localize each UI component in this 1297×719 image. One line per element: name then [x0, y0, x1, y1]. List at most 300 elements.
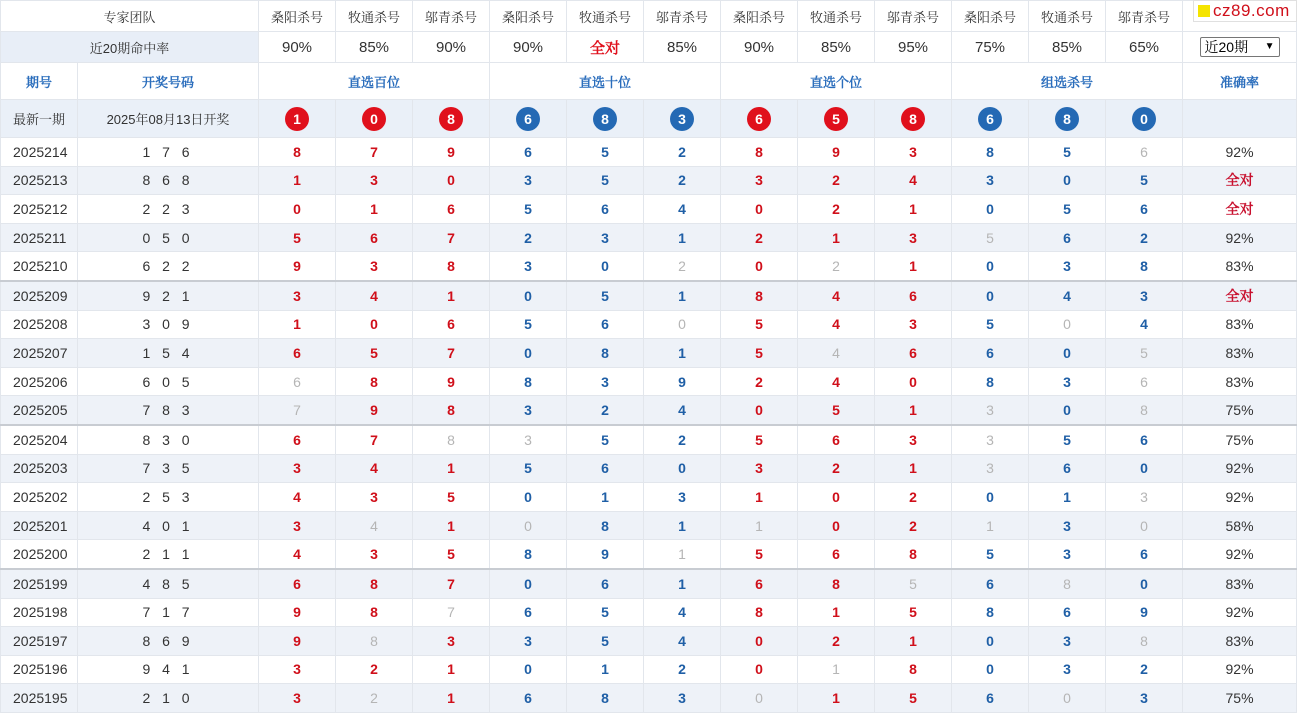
accuracy-rate: 83%: [1183, 339, 1297, 368]
issue-number: 2025198: [1, 598, 78, 627]
accuracy-rate: 83%: [1183, 627, 1297, 656]
kill-number: 0: [336, 310, 413, 339]
kill-number: 3: [490, 166, 567, 195]
kill-number: 1: [875, 454, 952, 483]
kill-number: 5: [567, 598, 644, 627]
kill-number: 1: [875, 396, 952, 425]
kill-number: 2: [798, 454, 875, 483]
hundreds-column-header: 直选百位: [259, 63, 490, 100]
kill-number: 5: [875, 684, 952, 713]
kill-number: 0: [1106, 569, 1183, 598]
kill-number: 5: [413, 483, 490, 512]
column-header-row: [1, 63, 1297, 100]
kill-number: 6: [567, 569, 644, 598]
latest-kill-cell: [567, 100, 644, 138]
kill-number: 6: [721, 569, 798, 598]
hit-rate-value: 全对: [590, 39, 621, 57]
expert-hit-rate: [1029, 32, 1106, 63]
kill-number: 3: [875, 310, 952, 339]
kill-number: 7: [336, 425, 413, 454]
kill-number: 6: [259, 425, 336, 454]
table-row: [1, 684, 1297, 713]
accuracy-rate: 92%: [1183, 540, 1297, 569]
expert-name: 牧通杀号: [798, 1, 875, 32]
kill-number: 0: [1029, 684, 1106, 713]
latest-draw-date: 2025年08月13日开奖: [78, 100, 259, 138]
draw-numbers: 2 2 3: [78, 195, 259, 224]
accuracy-rate: 83%: [1183, 569, 1297, 598]
kill-number: 2: [1106, 655, 1183, 684]
issue-number: 2025209: [1, 281, 78, 310]
kill-number: 0: [644, 310, 721, 339]
table-row: [1, 627, 1297, 656]
accuracy-rate: 全对: [1183, 166, 1297, 195]
table-row: [1, 598, 1297, 627]
kill-number: 3: [567, 223, 644, 252]
latest-kill-cell: [490, 100, 567, 138]
expert-name: 牧通杀号: [1029, 1, 1106, 32]
hit-rate-value: 90%: [436, 38, 467, 56]
kill-number: 3: [1106, 281, 1183, 310]
expert-name: 邬青杀号: [644, 1, 721, 32]
kill-number: 3: [952, 166, 1029, 195]
kill-number: 1: [798, 684, 875, 713]
kill-number: 6: [567, 310, 644, 339]
kill-number: 4: [336, 281, 413, 310]
kill-number: 6: [413, 310, 490, 339]
kill-number: 2: [875, 511, 952, 540]
issue-number: 2025214: [1, 138, 78, 167]
latest-kill-cell: [413, 100, 490, 138]
kill-number: 0: [952, 627, 1029, 656]
kill-number: 1: [336, 195, 413, 224]
issue-number: 2025212: [1, 195, 78, 224]
kill-number: 3: [1029, 252, 1106, 281]
kill-number: 1: [644, 540, 721, 569]
kill-number: 1: [875, 195, 952, 224]
accuracy-rate: 全对: [1183, 281, 1297, 310]
kill-number: 6: [490, 598, 567, 627]
kill-number: 1: [644, 223, 721, 252]
group-kill-column-header: 组选杀号: [952, 63, 1183, 100]
kill-number: 8: [259, 138, 336, 167]
kill-number: 8: [490, 367, 567, 396]
issue-number: 2025211: [1, 223, 78, 252]
issue-number: 2025202: [1, 483, 78, 512]
kill-number: 3: [721, 454, 798, 483]
kill-number: 3: [336, 483, 413, 512]
period-select[interactable]: [1200, 37, 1280, 57]
kill-number: 5: [721, 339, 798, 368]
latest-label: 最新一期: [1, 100, 78, 138]
kill-number: 8: [413, 252, 490, 281]
kill-number: 5: [1106, 339, 1183, 368]
kill-number: 8: [1029, 569, 1106, 598]
kill-number: 3: [259, 511, 336, 540]
kill-number: 6: [952, 684, 1029, 713]
expert-names-row: [1, 1, 1297, 32]
accuracy-rate: 83%: [1183, 367, 1297, 396]
expert-name: 牧通杀号: [567, 1, 644, 32]
issue-number: 2025204: [1, 425, 78, 454]
draw-numbers: 9 4 1: [78, 655, 259, 684]
kill-number: 1: [875, 252, 952, 281]
kill-number: 8: [336, 569, 413, 598]
kill-number: 6: [1029, 223, 1106, 252]
kill-number: 2: [644, 425, 721, 454]
issue-number: 2025208: [1, 310, 78, 339]
issue-number: 2025199: [1, 569, 78, 598]
kill-number: 8: [567, 511, 644, 540]
draw-numbers: 1 5 4: [78, 339, 259, 368]
accuracy-rate: 92%: [1183, 483, 1297, 512]
kill-number: 4: [798, 367, 875, 396]
issue-number: 2025201: [1, 511, 78, 540]
kill-number: 8: [1106, 396, 1183, 425]
kill-number: 6: [798, 425, 875, 454]
hit-rate-value: 90%: [744, 38, 775, 56]
kill-number: 5: [567, 425, 644, 454]
kill-number-ball: 0: [362, 107, 386, 131]
expert-name: 桑阳杀号: [721, 1, 798, 32]
kill-number: 5: [490, 454, 567, 483]
kill-number: 0: [413, 166, 490, 195]
issue-number: 2025206: [1, 367, 78, 396]
kill-number: 5: [413, 540, 490, 569]
kill-number: 0: [952, 655, 1029, 684]
kill-number: 8: [490, 540, 567, 569]
accuracy-rate: 92%: [1183, 655, 1297, 684]
draw-numbers: 2 1 1: [78, 540, 259, 569]
kill-number: 8: [413, 425, 490, 454]
draw-numbers: 7 1 7: [78, 598, 259, 627]
draw-numbers: 1 7 6: [78, 138, 259, 167]
table-row: [1, 138, 1297, 167]
kill-number: 4: [798, 339, 875, 368]
kill-number-ball: 8: [593, 107, 617, 131]
kill-number: 6: [1106, 138, 1183, 167]
kill-number-ball: 8: [439, 107, 463, 131]
accuracy-rate: 92%: [1183, 223, 1297, 252]
kill-number: 3: [1029, 655, 1106, 684]
kill-number: 3: [1029, 627, 1106, 656]
kill-number: 6: [259, 339, 336, 368]
kill-number: 0: [875, 367, 952, 396]
kill-number: 0: [490, 281, 567, 310]
kill-number: 3: [259, 281, 336, 310]
kill-number: 6: [259, 569, 336, 598]
kill-number: 8: [1106, 252, 1183, 281]
table-row: [1, 425, 1297, 454]
accuracy-rate: 83%: [1183, 310, 1297, 339]
issue-number: 2025205: [1, 396, 78, 425]
table-row: [1, 511, 1297, 540]
kill-number: 0: [721, 396, 798, 425]
issue-number: 2025207: [1, 339, 78, 368]
kill-number: 9: [567, 540, 644, 569]
kill-number: 2: [1106, 223, 1183, 252]
kill-number: 0: [490, 483, 567, 512]
kill-number: 8: [952, 367, 1029, 396]
draw-numbers: 7 3 5: [78, 454, 259, 483]
kill-number: 2: [798, 252, 875, 281]
kill-number: 5: [1029, 425, 1106, 454]
kill-number: 5: [1029, 195, 1106, 224]
table-row: [1, 454, 1297, 483]
kill-number: 0: [259, 195, 336, 224]
kill-number: 5: [721, 310, 798, 339]
kill-number: 8: [567, 684, 644, 713]
kill-number: 3: [490, 396, 567, 425]
expert-hit-rate: [721, 32, 798, 63]
kill-number: 6: [1106, 425, 1183, 454]
issue-number: 2025210: [1, 252, 78, 281]
kill-number: 8: [567, 339, 644, 368]
kill-number-ball: 8: [901, 107, 925, 131]
accuracy-rate: 75%: [1183, 396, 1297, 425]
issue-column-header: 期号: [1, 63, 78, 100]
kill-number: 5: [721, 540, 798, 569]
kill-number: 8: [336, 627, 413, 656]
issue-number: 2025213: [1, 166, 78, 195]
kill-number: 1: [259, 310, 336, 339]
kill-number: 0: [490, 511, 567, 540]
kill-number: 1: [952, 511, 1029, 540]
kill-number: 4: [259, 483, 336, 512]
kill-number: 6: [567, 454, 644, 483]
kill-number: 1: [798, 655, 875, 684]
kill-number: 4: [644, 396, 721, 425]
team-label: 专家团队: [1, 1, 259, 32]
kill-number: 0: [721, 252, 798, 281]
kill-number: 0: [952, 195, 1029, 224]
site-logo[interactable]: [1193, 0, 1297, 22]
kill-number: 5: [721, 425, 798, 454]
table-row: [1, 540, 1297, 569]
kill-number: 1: [413, 684, 490, 713]
kill-number: 4: [644, 195, 721, 224]
kill-number: 2: [644, 166, 721, 195]
hit-rate-value: 95%: [898, 38, 929, 56]
kill-number-ball: 3: [670, 107, 694, 131]
draw-numbers: 7 8 3: [78, 396, 259, 425]
kill-number: 3: [336, 540, 413, 569]
kill-number: 5: [490, 195, 567, 224]
draw-numbers: 4 0 1: [78, 511, 259, 540]
draw-column-header: 开奖号码: [78, 63, 259, 100]
latest-accuracy-cell: [1183, 100, 1297, 138]
kill-number: 0: [952, 483, 1029, 512]
table-row: [1, 339, 1297, 368]
table-row: [1, 655, 1297, 684]
kill-number: 4: [336, 454, 413, 483]
expert-hit-rate: [567, 32, 644, 63]
expert-hit-rate: [952, 32, 1029, 63]
kill-number: 8: [952, 138, 1029, 167]
latest-kill-cell: [798, 100, 875, 138]
kill-number: 1: [413, 454, 490, 483]
expert-hit-rate: [259, 32, 336, 63]
expert-name: 桑阳杀号: [259, 1, 336, 32]
table-row: [1, 252, 1297, 281]
latest-kill-cell: [1029, 100, 1106, 138]
accuracy-column-header: 准确率: [1183, 63, 1297, 100]
kill-number: 8: [721, 598, 798, 627]
kill-number-ball: 0: [1132, 107, 1156, 131]
kill-number: 0: [721, 195, 798, 224]
kill-number: 1: [644, 339, 721, 368]
kill-number: 0: [490, 339, 567, 368]
kill-number: 1: [644, 511, 721, 540]
table-row: [1, 569, 1297, 598]
kill-number: 6: [259, 367, 336, 396]
kill-number: 3: [413, 627, 490, 656]
accuracy-rate: 58%: [1183, 511, 1297, 540]
hit-rate-value: 85%: [359, 38, 390, 56]
draw-numbers: 2 5 3: [78, 483, 259, 512]
kill-number: 6: [875, 339, 952, 368]
expert-hit-rate: [1106, 32, 1183, 63]
kill-number: 8: [413, 396, 490, 425]
latest-kill-cell: [1106, 100, 1183, 138]
kill-number: 6: [952, 339, 1029, 368]
kill-number: 3: [721, 166, 798, 195]
kill-number-ball: 6: [516, 107, 540, 131]
table-row: [1, 223, 1297, 252]
kill-number: 0: [490, 569, 567, 598]
kill-number: 2: [798, 627, 875, 656]
hit-rate-label: 近20期命中率: [1, 32, 259, 63]
kill-number: 5: [567, 166, 644, 195]
kill-number: 6: [567, 195, 644, 224]
kill-number: 2: [875, 483, 952, 512]
accuracy-rate: 92%: [1183, 454, 1297, 483]
expert-hit-rate: [490, 32, 567, 63]
hit-rate-value: 90%: [513, 38, 544, 56]
expert-name: 桑阳杀号: [952, 1, 1029, 32]
kill-number: 4: [336, 511, 413, 540]
kill-number: 0: [567, 252, 644, 281]
table-row: [1, 396, 1297, 425]
accuracy-rate: 全对: [1183, 195, 1297, 224]
kill-number: 2: [798, 166, 875, 195]
kill-number: 8: [875, 540, 952, 569]
chevron-down-icon: ▼: [1264, 41, 1275, 52]
tens-column-header: 直选十位: [490, 63, 721, 100]
expert-name: 邬青杀号: [413, 1, 490, 32]
kill-number: 1: [644, 569, 721, 598]
kill-number: 6: [490, 138, 567, 167]
hit-rate-value: 90%: [282, 38, 313, 56]
kill-number: 0: [1029, 339, 1106, 368]
draw-numbers: 9 2 1: [78, 281, 259, 310]
kill-number: 8: [721, 281, 798, 310]
table-row: [1, 281, 1297, 310]
kill-number: 6: [1106, 540, 1183, 569]
kill-number: 7: [336, 138, 413, 167]
issue-number: 2025195: [1, 684, 78, 713]
draw-numbers: 4 8 5: [78, 569, 259, 598]
kill-number: 0: [1106, 454, 1183, 483]
table-row: [1, 367, 1297, 396]
kill-number: 0: [721, 627, 798, 656]
expert-hit-rate: [798, 32, 875, 63]
kill-number: 2: [721, 367, 798, 396]
table-row: [1, 166, 1297, 195]
kill-number: 0: [952, 252, 1029, 281]
hit-rate-value: 85%: [667, 38, 698, 56]
kill-number: 3: [259, 655, 336, 684]
kill-number: 3: [952, 454, 1029, 483]
hit-rate-row: [1, 32, 1297, 63]
kill-number: 3: [1106, 483, 1183, 512]
issue-number: 2025197: [1, 627, 78, 656]
kill-number: 5: [336, 339, 413, 368]
kill-number: 5: [875, 569, 952, 598]
kill-number: 2: [567, 396, 644, 425]
kill-number: 3: [1106, 684, 1183, 713]
kill-number: 1: [798, 223, 875, 252]
kill-number: 9: [1106, 598, 1183, 627]
expert-hit-rate: [413, 32, 490, 63]
kill-number: 2: [644, 252, 721, 281]
kill-number: 3: [567, 367, 644, 396]
kill-number: 5: [490, 310, 567, 339]
kill-number: 2: [644, 138, 721, 167]
kill-number: 6: [1029, 598, 1106, 627]
units-column-header: 直选个位: [721, 63, 952, 100]
draw-numbers: 2 1 0: [78, 684, 259, 713]
kill-number: 1: [721, 483, 798, 512]
kill-number: 2: [798, 195, 875, 224]
expert-hit-rate: [875, 32, 952, 63]
latest-kill-cell: [259, 100, 336, 138]
logo-square-icon: [1198, 5, 1210, 17]
kill-number: 8: [1106, 627, 1183, 656]
draw-numbers: 8 6 9: [78, 627, 259, 656]
kill-number: 0: [1106, 511, 1183, 540]
kill-number: 7: [413, 339, 490, 368]
expert-hit-rate: [644, 32, 721, 63]
kill-number: 7: [413, 569, 490, 598]
expert-hit-rate: [336, 32, 413, 63]
kill-number: 6: [413, 195, 490, 224]
kill-number: 0: [798, 483, 875, 512]
expert-name: 牧通杀号: [336, 1, 413, 32]
kill-number: 6: [952, 569, 1029, 598]
kill-number: 3: [1029, 511, 1106, 540]
kill-number: 9: [413, 138, 490, 167]
kill-number: 3: [644, 483, 721, 512]
kill-number: 3: [259, 454, 336, 483]
accuracy-rate: 92%: [1183, 598, 1297, 627]
kill-number: 9: [259, 598, 336, 627]
kill-number: 8: [721, 138, 798, 167]
hit-rate-value: 65%: [1129, 38, 1160, 56]
kill-number: 4: [259, 540, 336, 569]
kill-number: 3: [336, 252, 413, 281]
hit-rate-value: 85%: [821, 38, 852, 56]
period-select-cell: [1183, 32, 1297, 63]
draw-numbers: 6 0 5: [78, 367, 259, 396]
kill-number: 3: [1029, 367, 1106, 396]
kill-number: 3: [1029, 540, 1106, 569]
kill-number: 5: [798, 396, 875, 425]
expert-name: 邬青杀号: [875, 1, 952, 32]
kill-number: 6: [490, 684, 567, 713]
accuracy-rate: 75%: [1183, 425, 1297, 454]
latest-kill-cell: [644, 100, 721, 138]
